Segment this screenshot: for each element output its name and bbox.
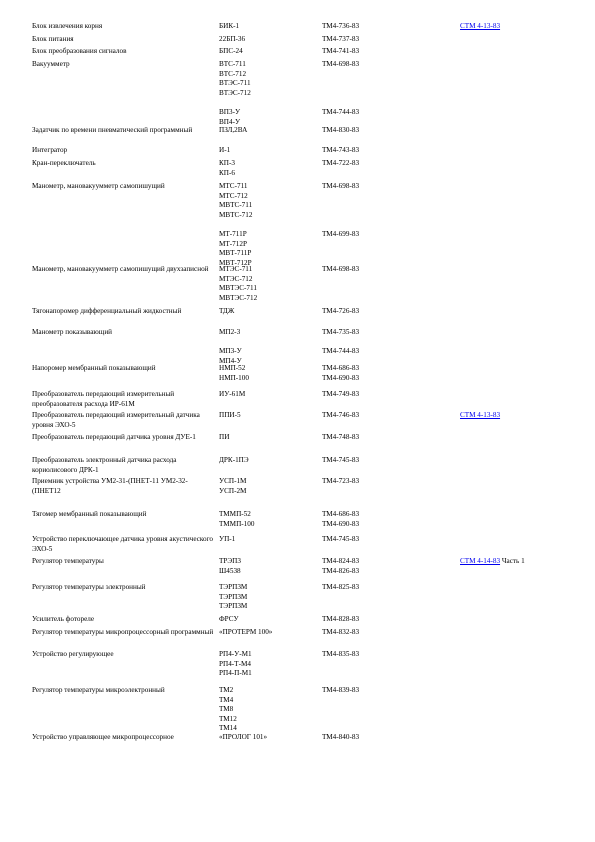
model-code: ВТЭС-712 [219,88,251,97]
device-models [219,686,319,734]
document-codes [322,628,442,638]
document-code: ТМ4-825-83 [322,583,360,591]
document-codes [322,535,442,545]
device-models [219,328,319,366]
document-code: ТМ4-722-83 [322,159,360,167]
document-codes [322,433,442,443]
standard-link[interactable]: СТМ 4-14-83 [460,557,501,565]
device-name: Блок извлечения корня [32,22,103,30]
device-name: Вакуумметр [32,60,70,68]
document-code: ТМ4-746-83 [322,411,360,419]
model-code [219,220,319,230]
document-codes [322,456,442,466]
model-code: МВТС-712 [219,210,253,219]
document-code [322,70,442,80]
standard-reference [460,411,580,421]
model-code: МП3-У [219,347,242,356]
model-code: ФРСУ [219,615,239,623]
device-name: Тягонапоромер дифференциальный жидкостный [32,307,182,315]
model-code: ВТС-711 [219,60,246,68]
document-codes [322,364,442,383]
model-code: Ш4538 [219,566,241,575]
model-code: МТЭС-712 [219,274,253,283]
device-name: Регулятор температуры [32,557,104,565]
model-code: ВТС-712 [219,69,247,78]
model-code: ТМ8 [219,705,234,714]
device-name: Устройство управляющее микропроцессорное [32,733,174,741]
device-name: Регулятор температуры микроэлектронный [32,686,165,694]
device-name: Преобразователь передающий измерительный преобразователя расхода ИР-61М [32,390,175,408]
model-code: НМП-52 [219,364,246,372]
document-codes [322,733,442,743]
document-code [322,211,442,221]
document-code: ТМ4-824-83 [322,557,360,565]
device-name: Кран-переключатель [32,159,96,167]
device-models [219,146,319,156]
document-code: ТМ4-832-83 [322,628,360,636]
document-code: ТМ4-835-83 [322,650,360,658]
model-code: ППИ-5 [219,411,241,419]
model-code: НМП-100 [219,373,249,382]
model-code: МВТЭС-711 [219,284,257,293]
model-code: МП4-У [219,356,242,365]
device-name: Манометр, мановакуумметр самопишущий [32,182,165,190]
document-code: ТМ4-828-83 [322,615,360,623]
model-code: КП-3 [219,159,235,167]
model-code: РП4-У-М1 [219,650,252,658]
document-codes [322,159,442,169]
device-models [219,615,319,625]
model-code: ИУ-61М [219,390,246,398]
document-codes [322,390,442,400]
device-models [219,22,319,32]
document-code: ТМ4-726-83 [322,307,360,315]
model-code: МТС-712 [219,191,248,200]
model-code: БИК-1 [219,22,240,30]
model-code: ПЗЛ,2ВА [219,126,248,134]
model-code: ТЭРП3М [219,602,248,611]
document-code: ТМ4-699-83 [322,229,360,238]
document-code: ТМ4-743-83 [322,146,360,154]
device-name: Манометр показывающий [32,328,113,336]
document-code: ТМ4-736-83 [322,22,360,30]
document-code [322,201,442,211]
document-code [322,79,442,89]
document-codes [322,650,442,660]
device-models [219,456,319,466]
model-code: ТМ4 [219,695,234,704]
document-code [322,192,442,202]
device-name: Регулятор температуры электронный [32,583,146,591]
document-codes [322,182,442,240]
model-code: ТЭРП3М [219,592,248,601]
document-code: ТМ4-830-83 [322,126,360,134]
model-code: ВТЭС-711 [219,79,251,88]
model-code: ВП4-У [219,117,241,126]
device-models [219,557,319,576]
model-code: МВТ-711Р [219,249,252,258]
device-models [219,364,319,383]
document-code: ТМ4-745-83 [322,535,360,543]
device-name: Блок преобразования сигналов [32,47,127,55]
document-code: ТМ4-748-83 [322,433,360,441]
model-code: ДРК-1ПЭ [219,456,249,464]
device-models [219,307,319,317]
document-code: ТМ4-686-83 [322,510,360,518]
model-code: РП4-Т-М4 [219,659,251,668]
document-codes [322,126,442,136]
document-codes [322,615,442,625]
document-code [322,98,442,108]
device-models [219,126,319,136]
document-codes [322,583,442,593]
model-code: ТММП-100 [219,519,255,528]
device-name: Преобразователь электронный датчика расхода кориолисового ДРК-1 [32,456,177,474]
device-models [219,628,319,638]
device-name: Напоромер мембранный показывающий [32,364,156,372]
document-code: ТМ4-744-83 [322,347,360,356]
model-code: ВП3-У [219,107,241,116]
device-models [219,733,319,743]
model-code: МВТЭС-712 [219,293,258,302]
document-codes [322,411,442,421]
model-code: ТМ2 [219,686,234,694]
document-codes [322,557,442,576]
device-models [219,47,319,57]
document-codes [322,510,442,529]
model-code: ТММП-52 [219,510,251,518]
device-models [219,159,319,178]
document-code [322,89,442,99]
document-codes [322,307,442,317]
device-models [219,535,319,545]
document-codes [322,477,442,487]
document-code: ТМ4-744-83 [322,107,360,116]
document-codes [322,35,442,45]
model-code: И-1 [219,146,231,154]
device-name: Интегратор [32,146,68,154]
document-code: ТМ4-839-83 [322,686,360,694]
document-code [322,338,442,348]
device-name: Тягомер мембранный показывающий [32,510,147,518]
device-models [219,510,319,529]
device-name: Задатчик по времени пневматический программный [32,126,193,134]
model-code: МТ-712Р [219,239,247,248]
device-name: Регулятор температуры микропроцессорный программный [32,628,214,636]
document-code: ТМ4-749-83 [322,390,360,398]
document-code: ТМ4-690-83 [322,519,360,528]
device-models [219,60,319,127]
document-code: ТМ4-826-83 [322,566,360,575]
document-codes [322,686,442,696]
device-models [219,182,319,268]
document-codes [322,22,442,32]
document-code: ТМ4-698-83 [322,60,360,68]
model-code: УСП-1М [219,477,247,485]
document-code: ТМ4-737-83 [322,35,360,43]
device-name: Манометр, мановакуумметр самопишущий двухзаписной [32,265,209,273]
document-codes [322,265,442,275]
device-name: Блок питания [32,35,74,43]
standard-reference [460,557,580,567]
model-code: ТЭРП3М [219,583,248,591]
document-code: ТМ4-840-83 [322,733,360,741]
model-code: МТ-711Р [219,229,247,238]
model-code: «ПРОЛОГ 101» [219,733,268,741]
model-code: МП2-3 [219,328,241,336]
device-models [219,583,319,612]
document-codes [322,328,442,357]
model-code: ТМ12 [219,714,237,723]
device-models [219,433,319,443]
model-code: МВТ-712Р [219,258,252,267]
document-code: ТМ4-686-83 [322,364,360,372]
document-code: ТМ4-741-83 [322,47,360,55]
model-code: РП4-П-М1 [219,669,252,678]
document-code [322,220,442,230]
device-name: Усилитель фотореле [32,615,95,623]
document-code: ТМ4-690-83 [322,373,360,382]
standard-reference [460,22,580,32]
model-code: 22БП-36 [219,35,246,43]
document-code: ТМ4-745-83 [322,456,360,464]
model-code: «ПРОТЕРМ 100» [219,628,273,636]
document-codes [322,47,442,57]
model-code: ТМ14 [219,724,237,733]
model-code: БПС-24 [219,47,243,55]
model-code: МВТС-711 [219,201,253,210]
document-codes [322,60,442,118]
device-models [219,650,319,679]
document-code: ТМ4-735-83 [322,328,360,336]
model-code: УП-1 [219,535,236,543]
standard-link[interactable]: СТМ 4-13-83 [460,22,501,30]
device-name: Преобразователь передающий измерительный датчика уровня ЭХО-5 [32,411,200,429]
standard-suffix: Часть 1 [500,557,525,565]
standard-link[interactable]: СТМ 4-13-83 [460,411,501,419]
document-code: ТМ4-698-83 [322,265,360,273]
model-code [219,338,319,348]
model-code: ТДЖ [219,307,235,315]
device-name: Устройство переключающее датчика уровня акустического ЭХО-5 [32,535,213,553]
device-name: Приемник устройства УМ2-31-(ПНЕТ-11 УМ2-32-(ПНЕТ12 [32,477,188,495]
model-code: ПИ [219,433,230,441]
model-code: УСП-2М [219,486,247,495]
document-code: ТМ4-698-83 [322,182,360,190]
device-models [219,477,319,496]
document-code: ТМ4-723-83 [322,477,360,485]
document-codes [322,146,442,156]
model-code [219,98,319,108]
device-name: Устройство регулирующее [32,650,114,658]
device-models [219,390,319,400]
model-code: МТС-711 [219,182,248,190]
model-code: ТРЭП3 [219,557,241,565]
model-code: КП-6 [219,168,235,177]
device-models [219,265,319,303]
model-code: МТЭС-711 [219,265,253,273]
device-models [219,411,319,421]
device-name: Преобразователь передающий датчика уровня ДУЕ-1 [32,433,196,441]
device-models [219,35,319,45]
